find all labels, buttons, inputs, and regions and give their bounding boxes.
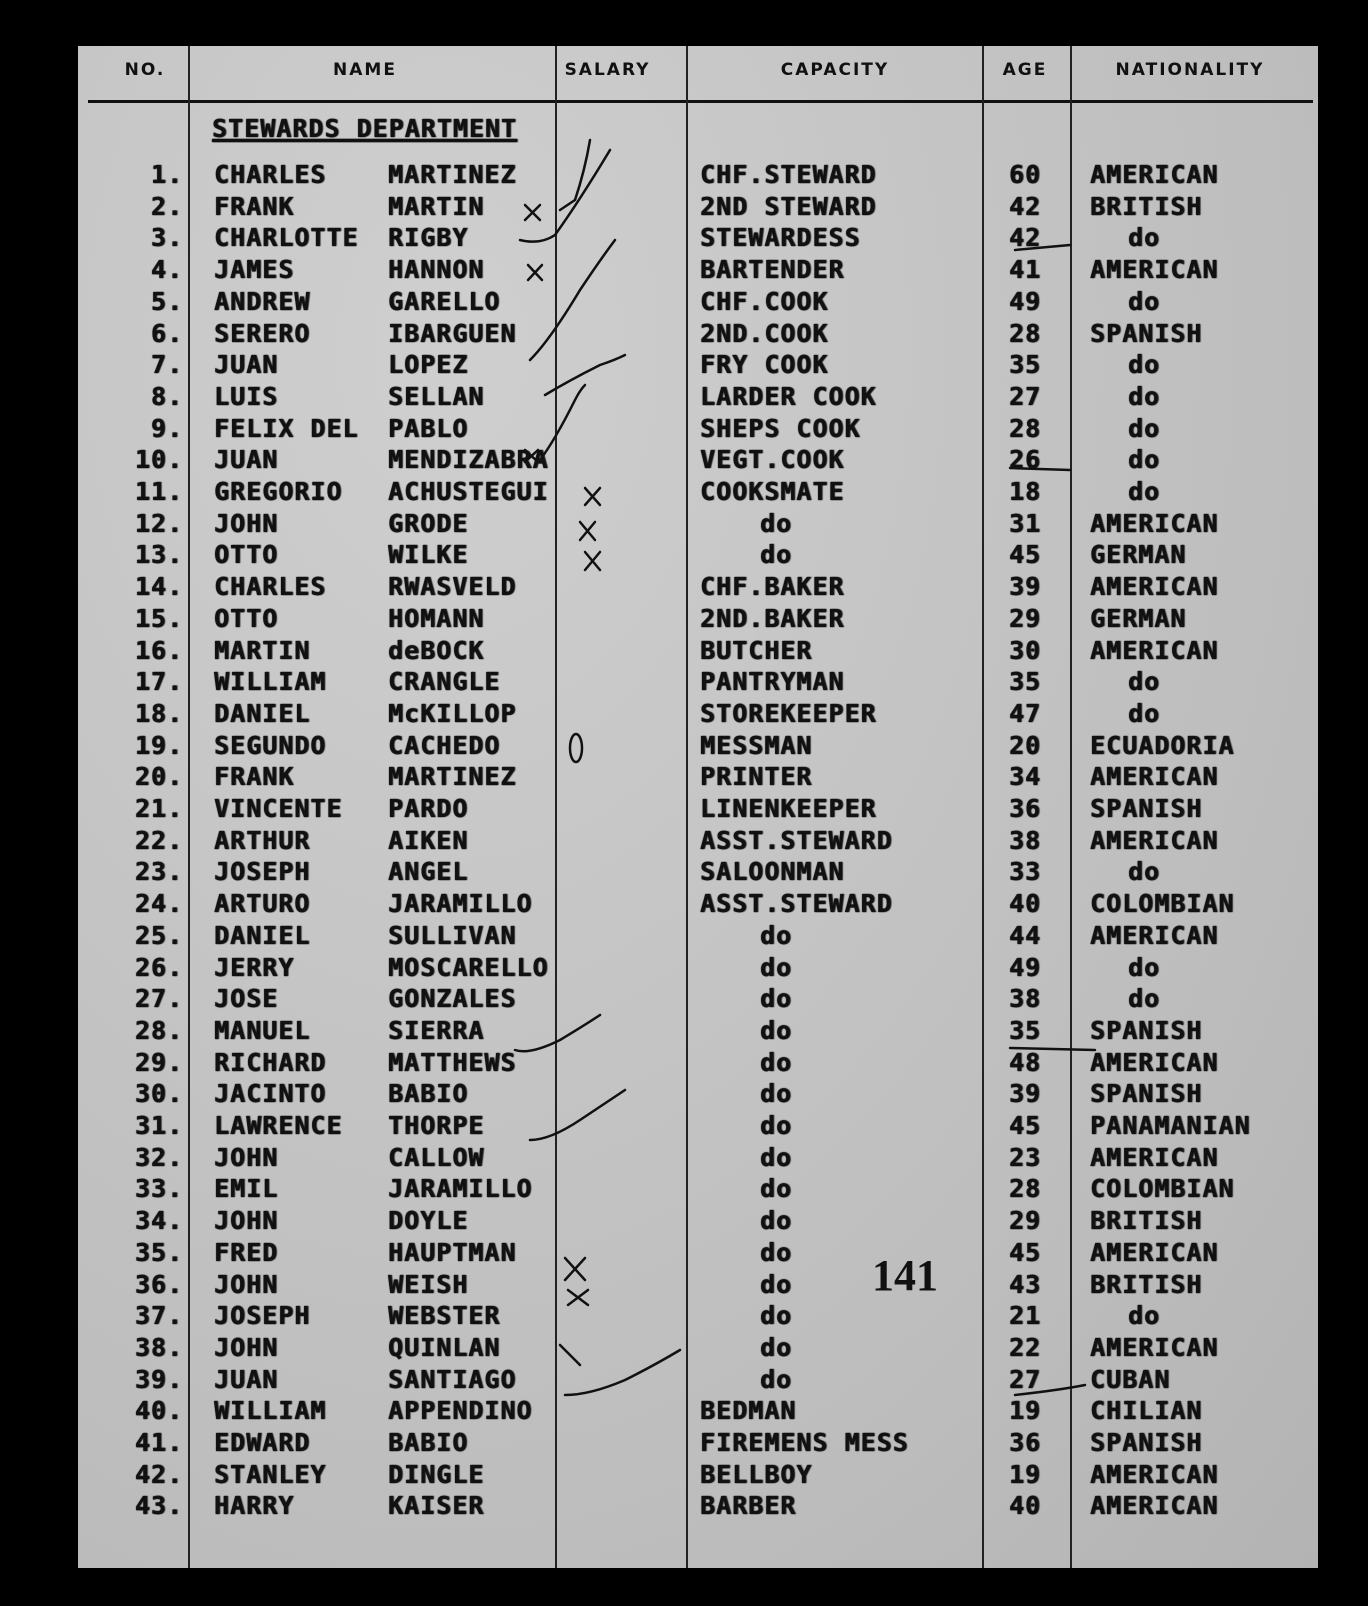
folio-number: 141	[872, 1251, 938, 1300]
first-name: STANLEY	[214, 1459, 327, 1489]
nationality: CHILIAN	[1090, 1396, 1203, 1426]
last-name: DOYLE	[388, 1206, 469, 1236]
age: 36	[1008, 1428, 1042, 1457]
age: 28	[1008, 318, 1042, 348]
first-name: MANUEL	[214, 1015, 311, 1045]
age: 21	[1008, 1301, 1042, 1331]
age: 35	[1008, 667, 1042, 697]
line-mark	[1010, 1048, 1095, 1050]
line-mark	[1015, 1385, 1085, 1395]
row-number: 33.	[134, 1174, 183, 1204]
last-name: WEBSTER	[388, 1301, 501, 1331]
age: 60	[1008, 160, 1042, 189]
nationality: AMERICAN	[1090, 762, 1219, 792]
last-name: ANGEL	[388, 857, 469, 887]
row-number: 22.	[134, 825, 183, 855]
first-name: JOHN	[214, 1332, 279, 1362]
row-number: 24.	[134, 889, 183, 919]
age: 27	[1008, 381, 1042, 411]
nationality: AMERICAN	[1090, 1142, 1219, 1172]
row-number: 13.	[134, 540, 183, 570]
first-name: OTTO	[214, 540, 279, 570]
row-number: 16.	[134, 635, 183, 665]
last-name: PARDO	[388, 794, 469, 823]
check-mark	[560, 140, 590, 210]
row-number: 38.	[134, 1332, 183, 1362]
first-name: WILLIAM	[214, 1396, 327, 1426]
first-name: DANIEL	[214, 920, 311, 950]
last-name: MARTINEZ	[388, 160, 517, 189]
nationality: AMERICAN	[1090, 1459, 1219, 1489]
last-name: RIGBY	[388, 223, 469, 253]
cross-mark	[560, 1345, 580, 1365]
capacity: MESSMAN	[700, 730, 813, 760]
age: 27	[1008, 1364, 1042, 1394]
first-name: JOHN	[214, 1142, 279, 1172]
row-number: 30.	[134, 1079, 183, 1109]
capacity: LARDER COOK	[700, 381, 877, 411]
last-name: WILKE	[388, 540, 469, 570]
nationality: do	[1128, 413, 1161, 443]
nationality: AMERICAN	[1090, 920, 1219, 950]
last-name: QUINLAN	[388, 1332, 501, 1362]
last-name: RWASVELD	[388, 572, 517, 602]
row-number: 2.	[150, 191, 183, 221]
row-number: 8.	[150, 381, 183, 411]
first-name: FRANK	[214, 191, 295, 221]
capacity: do	[760, 1015, 793, 1045]
age: 34	[1008, 762, 1042, 792]
age: 19	[1008, 1396, 1042, 1426]
age: 33	[1008, 857, 1042, 887]
first-name: JOHN	[214, 1269, 279, 1299]
last-name: WEISH	[388, 1269, 469, 1299]
first-name: JUAN	[214, 445, 279, 475]
nationality: do	[1128, 477, 1161, 506]
row-number: 26.	[134, 952, 183, 982]
first-name: LUIS	[214, 381, 279, 411]
nationality: do	[1128, 286, 1161, 316]
check-mark	[515, 1015, 600, 1051]
capacity: PANTRYMAN	[700, 667, 845, 697]
nationality: AMERICAN	[1090, 1491, 1219, 1521]
last-name: MOSCARELLO	[388, 952, 549, 982]
nationality: SPANISH	[1090, 1428, 1203, 1457]
row-number: 10.	[134, 445, 183, 475]
last-name: GRODE	[388, 508, 469, 538]
row-number: 3.	[150, 223, 183, 253]
last-name: McKILLOP	[388, 698, 517, 728]
nationality: AMERICAN	[1090, 572, 1219, 602]
line-mark	[1010, 468, 1070, 470]
last-name: THORPE	[388, 1111, 485, 1140]
cross-mark	[528, 265, 542, 280]
check-mark	[520, 150, 610, 242]
capacity: LINENKEEPER	[700, 794, 877, 823]
capacity: BEDMAN	[700, 1396, 797, 1426]
check-mark	[540, 385, 585, 460]
row-number: 34.	[134, 1206, 183, 1236]
cross-mark	[568, 1290, 588, 1305]
first-name: SERERO	[214, 318, 311, 348]
nationality: SPANISH	[1090, 794, 1203, 823]
capacity: CHF.STEWARD	[700, 160, 877, 189]
first-name: OTTO	[214, 603, 279, 633]
capacity: 2ND.COOK	[700, 318, 829, 348]
department-heading: STEWARDS DEPARTMENT	[212, 114, 517, 143]
row-number: 12.	[134, 508, 183, 538]
last-name: GONZALES	[388, 984, 517, 1014]
last-name: PABLO	[388, 413, 469, 443]
age: 40	[1008, 1491, 1042, 1521]
nationality: SPANISH	[1090, 318, 1203, 348]
nationality: CUBAN	[1090, 1364, 1171, 1394]
age: 39	[1008, 1079, 1042, 1109]
first-name: JOSE	[214, 984, 279, 1014]
row-number: 25.	[134, 920, 183, 950]
last-name: HOMANN	[388, 603, 485, 633]
header-name: NAME	[333, 60, 397, 80]
nationality: do	[1128, 857, 1161, 887]
first-name: SEGUNDO	[214, 730, 327, 760]
first-name: JUAN	[214, 350, 279, 380]
row-number: 5.	[150, 286, 183, 316]
first-name: RICHARD	[214, 1047, 327, 1077]
age: 44	[1008, 920, 1042, 950]
capacity: do	[760, 508, 793, 538]
nationality: ECUADORIA	[1090, 730, 1235, 760]
capacity: do	[760, 952, 793, 982]
last-name: MARTIN	[388, 191, 485, 221]
cross-mark	[585, 488, 600, 505]
nationality: AMERICAN	[1090, 255, 1219, 285]
capacity: do	[760, 1174, 793, 1204]
nationality: PANAMANIAN	[1090, 1111, 1251, 1140]
row-number: 6.	[150, 318, 183, 348]
last-name: SIERRA	[388, 1015, 485, 1045]
last-name: MARTINEZ	[388, 762, 517, 792]
capacity: BELLBOY	[700, 1459, 813, 1489]
first-name: FELIX DEL	[214, 413, 359, 443]
first-name: FRED	[214, 1237, 279, 1267]
age: 36	[1008, 794, 1042, 823]
last-name: DINGLE	[388, 1459, 485, 1489]
nationality: AMERICAN	[1090, 635, 1219, 665]
nationality: do	[1128, 698, 1161, 728]
capacity: STEWARDESS	[700, 223, 861, 253]
nationality: do	[1128, 381, 1161, 411]
nationality: do	[1128, 984, 1161, 1014]
nationality: do	[1128, 445, 1161, 475]
nationality: BRITISH	[1090, 1269, 1203, 1299]
last-name: SELLAN	[388, 381, 485, 411]
last-name: APPENDINO	[388, 1396, 533, 1426]
row-number: 11.	[134, 477, 183, 506]
cross-mark	[585, 552, 600, 570]
age: 18	[1008, 477, 1042, 506]
nationality: do	[1128, 350, 1161, 380]
age: 35	[1008, 350, 1042, 380]
capacity: BARTENDER	[700, 255, 845, 285]
age: 41	[1008, 255, 1042, 285]
capacity: do	[760, 920, 793, 950]
capacity: PRINTER	[700, 762, 813, 792]
first-name: CHARLES	[214, 572, 327, 602]
row-number: 42.	[134, 1459, 183, 1489]
row-number: 32.	[134, 1142, 183, 1172]
nationality: BRITISH	[1090, 191, 1203, 221]
last-name: BABIO	[388, 1428, 469, 1457]
age: 42	[1008, 191, 1042, 221]
row-number: 19.	[134, 730, 183, 760]
line-mark	[1015, 245, 1070, 250]
age: 35	[1008, 1015, 1042, 1045]
row-number: 15.	[134, 603, 183, 633]
first-name: DANIEL	[214, 698, 311, 728]
nationality: AMERICAN	[1090, 508, 1219, 538]
row-number: 17.	[134, 667, 183, 697]
capacity: do	[760, 1142, 793, 1172]
first-name: JUAN	[214, 1364, 279, 1394]
row-number: 7.	[150, 350, 183, 380]
row-number: 20.	[134, 762, 183, 792]
first-name: JACINTO	[214, 1079, 327, 1109]
capacity: do	[760, 1332, 793, 1362]
capacity: FIREMENS MESS	[700, 1428, 909, 1457]
cross-mark	[525, 205, 540, 220]
last-name: SULLIVAN	[388, 920, 517, 950]
first-name: JOSEPH	[214, 857, 311, 887]
age: 26	[1008, 445, 1042, 475]
capacity: do	[760, 1206, 793, 1236]
last-name: CALLOW	[388, 1142, 485, 1172]
header-nationality: NATIONALITY	[1115, 60, 1265, 80]
nationality: do	[1128, 1301, 1161, 1331]
row-number: 28.	[134, 1015, 183, 1045]
row-number: 43.	[134, 1491, 183, 1521]
circle-mark	[570, 734, 582, 762]
age: 29	[1008, 1206, 1042, 1236]
row-number: 18.	[134, 698, 183, 728]
first-name: CHARLES	[214, 160, 327, 189]
capacity: 2ND.BAKER	[700, 603, 845, 633]
row-number: 40.	[134, 1396, 183, 1426]
last-name: MATTHEWS	[388, 1047, 517, 1077]
row-number: 37.	[134, 1301, 183, 1331]
nationality: AMERICAN	[1090, 1332, 1219, 1362]
capacity: do	[760, 1111, 793, 1140]
cross-mark	[565, 1258, 585, 1280]
capacity: do	[760, 984, 793, 1014]
capacity: FRY COOK	[700, 350, 829, 380]
age: 49	[1008, 286, 1042, 316]
last-name: BABIO	[388, 1079, 469, 1109]
first-name: ANDREW	[214, 286, 311, 316]
capacity: SHEPS COOK	[700, 413, 861, 443]
last-name: GARELLO	[388, 286, 501, 316]
first-name: JERRY	[214, 952, 295, 982]
nationality: do	[1128, 223, 1161, 253]
last-name: ACHUSTEGUI	[388, 477, 549, 506]
first-name: ARTURO	[214, 889, 311, 919]
check-mark	[565, 1350, 680, 1395]
age: 30	[1008, 635, 1042, 665]
row-number: 23.	[134, 857, 183, 887]
nationality: AMERICAN	[1090, 160, 1219, 189]
row-number: 31.	[134, 1111, 183, 1140]
age: 20	[1008, 730, 1042, 760]
capacity: BUTCHER	[700, 635, 813, 665]
row-number: 41.	[134, 1428, 183, 1457]
last-name: AIKEN	[388, 825, 469, 855]
capacity: do	[760, 1047, 793, 1077]
cross-mark	[525, 450, 538, 462]
check-mark	[530, 1090, 625, 1140]
age: 43	[1008, 1269, 1042, 1299]
last-name: IBARGUEN	[388, 318, 517, 348]
age: 47	[1008, 698, 1042, 728]
nationality: AMERICAN	[1090, 825, 1219, 855]
last-name: HANNON	[388, 255, 485, 285]
row-number: 36.	[134, 1269, 183, 1299]
age: 45	[1008, 1111, 1042, 1140]
capacity: VEGT.COOK	[700, 445, 845, 475]
last-name: CACHEDO	[388, 730, 501, 760]
nationality: GERMAN	[1090, 540, 1187, 570]
capacity: do	[760, 1269, 793, 1299]
capacity: CHF.COOK	[700, 286, 829, 316]
capacity: SALOONMAN	[700, 857, 845, 887]
last-name: SANTIAGO	[388, 1364, 517, 1394]
first-name: JOSEPH	[214, 1301, 311, 1331]
first-name: LAWRENCE	[214, 1111, 343, 1140]
capacity: do	[760, 540, 793, 570]
last-name: JARAMILLO	[388, 889, 533, 919]
age: 49	[1008, 952, 1042, 982]
capacity: do	[760, 1237, 793, 1267]
capacity: do	[760, 1301, 793, 1331]
first-name: EMIL	[214, 1174, 279, 1204]
age: 31	[1008, 508, 1042, 538]
last-name: JARAMILLO	[388, 1174, 533, 1204]
capacity: STOREKEEPER	[700, 698, 877, 728]
nationality: SPANISH	[1090, 1015, 1203, 1045]
first-name: VINCENTE	[214, 794, 343, 823]
row-number: 29.	[134, 1047, 183, 1077]
cross-mark	[580, 522, 595, 540]
row-number: 14.	[134, 572, 183, 602]
check-mark	[530, 240, 615, 360]
age: 45	[1008, 540, 1042, 570]
last-name: MENDIZABRA	[388, 445, 549, 475]
capacity: 2ND STEWARD	[700, 191, 877, 221]
age: 45	[1008, 1237, 1042, 1267]
capacity: do	[760, 1364, 793, 1394]
age: 22	[1008, 1332, 1042, 1362]
capacity: ASST.STEWARD	[700, 889, 893, 919]
first-name: CHARLOTTE	[214, 223, 359, 253]
row-number: 35.	[134, 1237, 183, 1267]
capacity: BARBER	[700, 1491, 797, 1521]
age: 23	[1008, 1142, 1042, 1172]
first-name: JAMES	[214, 255, 295, 285]
last-name: LOPEZ	[388, 350, 469, 380]
first-name: GREGORIO	[214, 477, 343, 506]
nationality: BRITISH	[1090, 1206, 1203, 1236]
first-name: HARRY	[214, 1491, 295, 1521]
age: 38	[1008, 984, 1042, 1014]
row-number: 1.	[150, 160, 183, 189]
check-mark	[545, 355, 625, 395]
age: 39	[1008, 572, 1042, 602]
capacity: COOKSMATE	[700, 477, 845, 506]
nationality: AMERICAN	[1090, 1047, 1219, 1077]
last-name: KAISER	[388, 1491, 485, 1521]
nationality: SPANISH	[1090, 1079, 1203, 1109]
row-number: 27.	[134, 984, 183, 1014]
first-name: WILLIAM	[214, 667, 327, 697]
nationality: GERMAN	[1090, 603, 1187, 633]
first-name: MARTIN	[214, 635, 311, 665]
header-age: AGE	[1002, 60, 1048, 80]
last-name: deBOCK	[388, 635, 485, 665]
nationality: do	[1128, 952, 1161, 982]
row-number: 4.	[150, 255, 183, 285]
age: 28	[1008, 1174, 1042, 1204]
first-name: ARTHUR	[214, 825, 311, 855]
first-name: JOHN	[214, 1206, 279, 1236]
age: 42	[1008, 223, 1042, 253]
last-name: CRANGLE	[388, 667, 501, 697]
first-name: EDWARD	[214, 1428, 311, 1457]
nationality: do	[1128, 667, 1161, 697]
age: 48	[1008, 1047, 1042, 1077]
age: 28	[1008, 413, 1042, 443]
age: 19	[1008, 1459, 1042, 1489]
first-name: JOHN	[214, 508, 279, 538]
capacity: ASST.STEWARD	[700, 825, 893, 855]
header-no: NO.	[124, 60, 166, 80]
header-salary: SALARY	[564, 60, 651, 80]
last-name: HAUPTMAN	[388, 1237, 517, 1267]
first-name: FRANK	[214, 762, 295, 792]
row-number: 9.	[150, 413, 183, 443]
nationality: COLOMBIAN	[1090, 1174, 1235, 1204]
age: 29	[1008, 603, 1042, 633]
row-number: 21.	[134, 794, 183, 823]
age: 40	[1008, 889, 1042, 919]
row-number: 39.	[134, 1364, 183, 1394]
capacity: CHF.BAKER	[700, 572, 845, 602]
nationality: AMERICAN	[1090, 1237, 1219, 1267]
capacity: do	[760, 1079, 793, 1109]
nationality: COLOMBIAN	[1090, 889, 1235, 919]
header-capacity: CAPACITY	[780, 60, 890, 80]
age: 38	[1008, 825, 1042, 855]
